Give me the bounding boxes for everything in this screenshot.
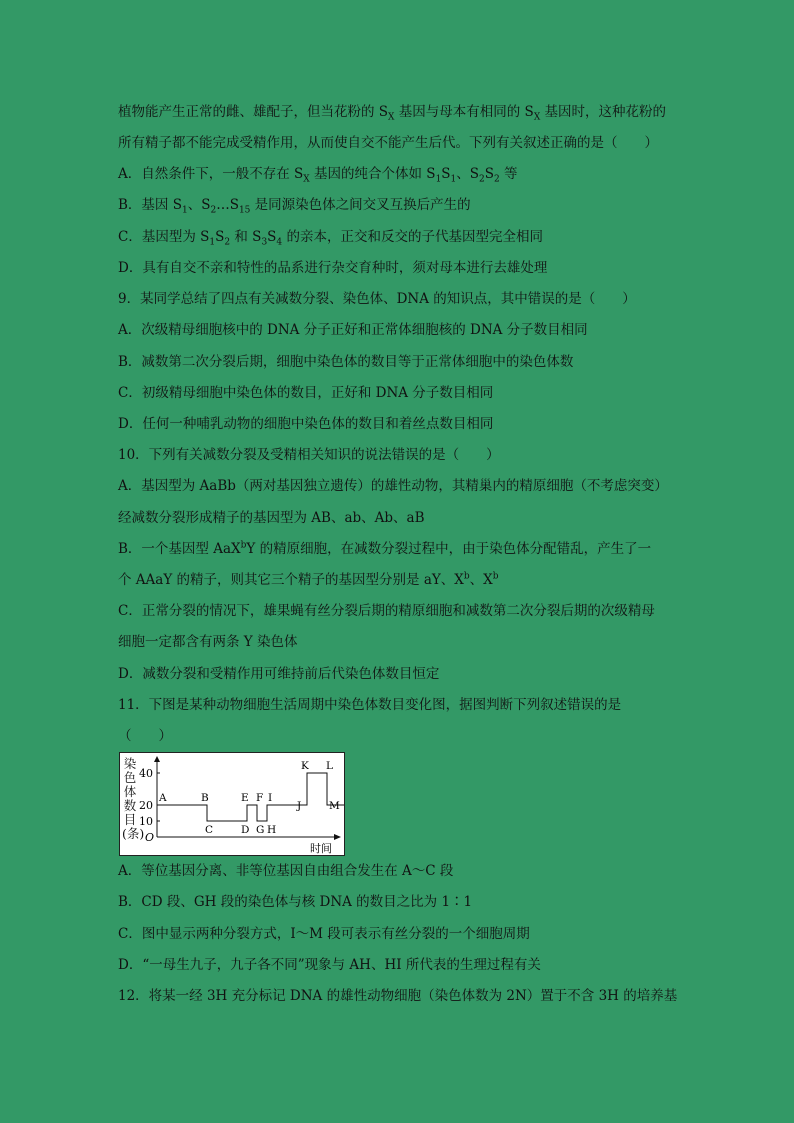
text-line: 经减数分裂形成精子的基因型为 AB、ab、Ab、aB bbox=[118, 510, 425, 526]
question-9: 9．某同学总结了四点有关减数分裂、染色体、DNA 的知识点，其中错误的是（ ） bbox=[118, 291, 636, 307]
option-b: B．CD 段、GH 段的染色体与核 DNA 的数目之比为 1∶1 bbox=[118, 894, 473, 910]
point-label-k: K bbox=[301, 760, 309, 772]
option-a: A．等位基因分离、非等位基因自由组合发生在 A～C 段 bbox=[118, 863, 454, 879]
option-b: B．一个基因型 AaX$^b$Y 的精原细胞，在减数分裂过程中，由于染色体分配错乱，产生了一 bbox=[118, 540, 652, 557]
question-10: 10．下列有关减数分裂及受精相关知识的说法错误的是（ ） bbox=[118, 447, 500, 463]
point-label-g: G bbox=[256, 824, 265, 836]
text-line: 植物能产生正常的雌、雄配子，但当花粉的 $S_X$ 基因与母本有相同的 $S_X$ 基因时，这种花粉的 bbox=[118, 104, 667, 123]
option-d: D．减数分裂和受精作用可维持前后代染色体数目恒定 bbox=[118, 666, 440, 682]
option-a: A．基因型为 AaBb（两对基因独立遗传）的雄性动物，其精巢内的精原细胞（不考虑突变） bbox=[118, 478, 668, 494]
point-label-j: J bbox=[297, 800, 302, 812]
option-d: D．具有自交不亲和特性的品系进行杂交育种时，须对母本进行去雄处理 bbox=[118, 260, 548, 276]
point-label-f: F bbox=[256, 792, 264, 804]
option-a: A．自然条件下，一般不存在 $S_X$ 基因的纯合个体如 $S_1S_1$、$S_2S_2$ 等 bbox=[118, 166, 518, 185]
chromosome-chart bbox=[119, 752, 345, 856]
text-line: 细胞一定都含有两条 Y 染色体 bbox=[118, 634, 298, 650]
option-c: C．基因型为 $S_1S_2$ 和 $S_3S_4$ 的亲本，正交和反交的子代基因型完全相同 bbox=[118, 229, 543, 248]
option-a: A．次级精母细胞核中的 DNA 分子正好和正常体细胞核的 DNA 分子数目相同 bbox=[118, 322, 588, 338]
point-label-m: M bbox=[329, 800, 340, 812]
x-axis-label: 时间 bbox=[310, 842, 332, 855]
point-label-h: H bbox=[267, 824, 277, 836]
y-tick-label: 40 bbox=[139, 767, 153, 780]
chart-svg bbox=[120, 753, 344, 855]
option-c: C．正常分裂的情况下，雄果蝇有丝分裂后期的精原细胞和减数第二次分裂后期的次级精母 bbox=[118, 603, 655, 619]
point-label-e: E bbox=[241, 792, 249, 804]
origin-label: O bbox=[145, 831, 155, 844]
y-axis-arrow bbox=[154, 756, 160, 762]
option-c: C．初级精母细胞中染色体的数目，正好和 DNA 分子数目相同 bbox=[118, 385, 494, 401]
point-label-a: A bbox=[159, 792, 167, 804]
option-d: D．“一母生九子，九子各不同”现象与 AH、HI 所代表的生理过程有关 bbox=[118, 957, 541, 973]
point-label-l: L bbox=[326, 760, 333, 772]
point-label-d: D bbox=[241, 824, 250, 836]
y-axis-label: 染色体数目(条) bbox=[122, 756, 145, 841]
option-b: B．减数第二次分裂后期，细胞中染色体的数目等于正常体细胞中的染色体数 bbox=[118, 354, 574, 370]
y-tick-label: 20 bbox=[139, 799, 153, 812]
text-line: 所有精子都不能完成受精作用，从而使自交不能产生后代。下列有关叙述正确的是（ ） bbox=[118, 135, 658, 151]
answer-blank: （ ） bbox=[118, 728, 172, 744]
point-label-b: B bbox=[201, 792, 209, 804]
x-axis-arrow bbox=[334, 834, 341, 840]
question-11: 11．下图是某种动物细胞生活周期中染色体数目变化图，据图判断下列叙述错误的是 bbox=[118, 697, 622, 713]
option-b: B．基因 $S_1$、$S_2\dots S_{15}$ 是同源染色体之间交叉互换后产生的 bbox=[118, 197, 471, 216]
y-tick-label: 10 bbox=[139, 815, 153, 828]
point-label-i: I bbox=[268, 792, 273, 804]
text-line: 个 AAaY 的精子，则其它三个精子的基因型分别是 aY、$X^b$、$X^b$ bbox=[118, 571, 499, 588]
series-line bbox=[157, 773, 344, 821]
option-c: C．图中显示两种分裂方式，Ⅰ～M 段可表示有丝分裂的一个细胞周期 bbox=[118, 926, 530, 942]
point-label-c: C bbox=[205, 824, 214, 836]
question-12: 12．将某一经 3H 充分标记 DNA 的雄性动物细胞（染色体数为 2N）置于不含 3H 的培养基 bbox=[118, 988, 678, 1004]
option-d: D．任何一种哺乳动物的细胞中染色体的数目和着丝点数目相同 bbox=[118, 416, 494, 432]
